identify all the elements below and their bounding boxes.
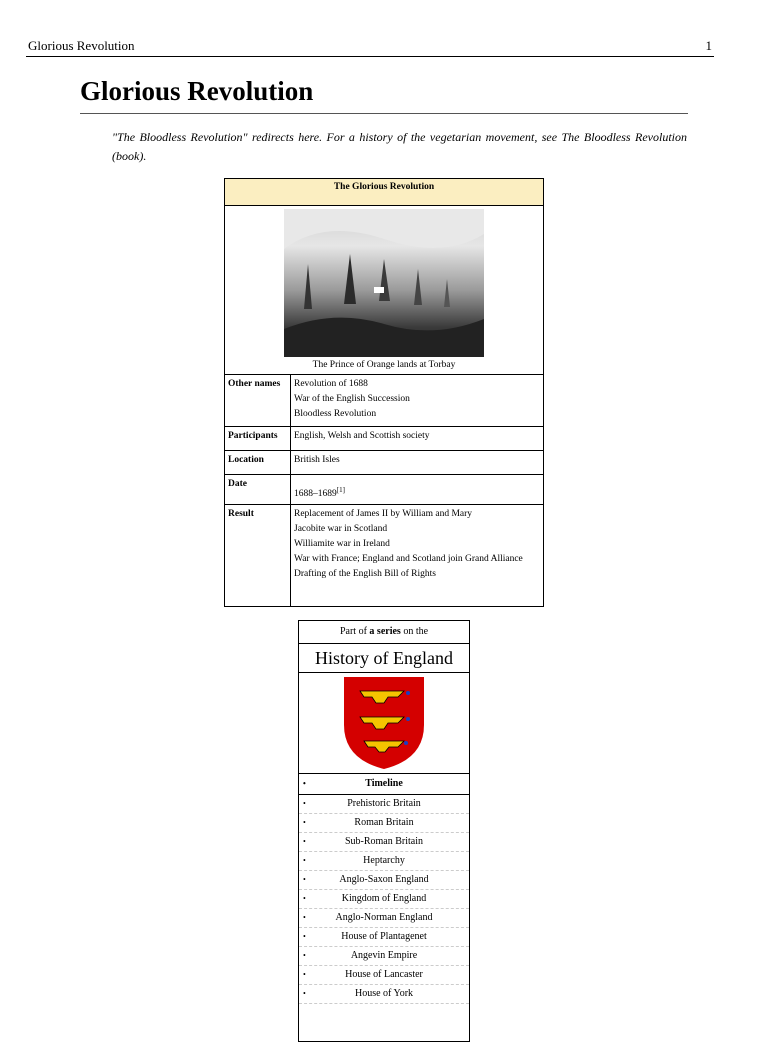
- other-names-label: Other names: [225, 375, 291, 427]
- on-the-text: on the: [403, 626, 429, 637]
- bullet-icon: •: [303, 875, 306, 884]
- result-item[interactable]: Drafting of the English Bill of Rights: [294, 569, 436, 580]
- result-item[interactable]: War with France; England and Scotland join Grand Alliance: [294, 554, 523, 565]
- timeline-link[interactable]: Anglo-Saxon England: [339, 874, 429, 885]
- hatnote: "The Bloodless Revolution" redirects here. For a history of the vegetarian movement, see The Bloodless Revolution (book).: [112, 130, 687, 163]
- running-header-title: Glorious Revolution: [28, 38, 135, 53]
- other-name-item[interactable]: Revolution of 1688: [294, 379, 368, 389]
- infobox-image-cell: [225, 206, 544, 375]
- infobox: [224, 178, 544, 607]
- timeline-link[interactable]: Roman Britain: [354, 817, 414, 828]
- list-item[interactable]: [299, 947, 469, 966]
- participants-value: English, Welsh and Scottish society: [291, 427, 544, 451]
- list-item[interactable]: [299, 985, 469, 1004]
- bullet-icon: •: [303, 856, 306, 865]
- list-item[interactable]: [299, 966, 469, 985]
- timeline-link[interactable]: Sub-Roman Britain: [344, 836, 424, 847]
- bullet-icon: •: [303, 989, 306, 998]
- list-item[interactable]: [299, 909, 469, 928]
- location-value[interactable]: British Isles: [291, 451, 544, 475]
- result-value: [291, 505, 544, 607]
- infobox-title: The Glorious Revolution: [225, 179, 544, 206]
- bullet-icon: •: [303, 932, 306, 941]
- bullet-icon: •: [303, 970, 306, 979]
- bullet-icon: •: [303, 894, 306, 903]
- bullet-icon: •: [303, 837, 306, 846]
- date-value-cell: [291, 475, 544, 505]
- infobox-image-caption: The Prince of Orange lands at Torbay: [312, 360, 456, 370]
- timeline-label: Timeline: [365, 778, 403, 789]
- other-name-item: Bloodless Revolution: [294, 409, 377, 419]
- article-title: Glorious Revolution: [80, 76, 688, 114]
- other-names-value: [291, 375, 544, 427]
- list-item[interactable]: [299, 833, 469, 852]
- location-label: Location: [225, 451, 291, 475]
- timeline-list: [299, 795, 469, 1004]
- timeline-link[interactable]: Anglo-Norman England: [335, 912, 433, 923]
- series-part-of: [299, 621, 469, 644]
- list-item[interactable]: [299, 928, 469, 947]
- timeline-link[interactable]: House of Lancaster: [345, 969, 423, 980]
- bullet-icon: •: [303, 799, 306, 808]
- page-number: 1: [705, 38, 712, 53]
- bullet-icon: •: [303, 779, 306, 788]
- history-series-navbox: [298, 620, 470, 1042]
- other-name-item: War of the English Succession: [294, 394, 410, 404]
- list-item[interactable]: [299, 795, 469, 814]
- timeline-link[interactable]: Kingdom of England: [341, 893, 427, 904]
- participants-label: Participants: [225, 427, 291, 451]
- timeline-link[interactable]: House of York: [354, 988, 414, 999]
- royal-arms-cell: [299, 673, 469, 774]
- part-of-text: Part of: [339, 626, 367, 637]
- bullet-icon: •: [303, 913, 306, 922]
- series-heading[interactable]: History of England: [299, 644, 469, 673]
- date-label: Date: [225, 475, 291, 505]
- list-item[interactable]: [299, 852, 469, 871]
- timeline-link[interactable]: Heptarchy: [363, 855, 405, 866]
- list-item[interactable]: [299, 814, 469, 833]
- date-value: 1688–1689: [294, 489, 337, 500]
- timeline-link[interactable]: Prehistoric Britain: [347, 798, 421, 809]
- result-item[interactable]: Jacobite war in Scotland: [294, 524, 388, 535]
- running-header: [26, 36, 714, 57]
- list-item[interactable]: [299, 871, 469, 890]
- torbay-landing-image[interactable]: [284, 209, 484, 357]
- bullet-icon: •: [303, 818, 306, 827]
- result-item[interactable]: Replacement of James II by William and Mary: [294, 509, 473, 520]
- result-label: Result: [225, 505, 291, 607]
- timeline-header: [299, 774, 469, 795]
- timeline-link[interactable]: House of Plantagenet: [341, 931, 427, 942]
- royal-arms-of-england-icon[interactable]: [342, 675, 426, 771]
- citation-link[interactable]: [1]: [336, 486, 345, 494]
- list-item[interactable]: [299, 890, 469, 909]
- result-item[interactable]: Williamite war in Ireland: [294, 539, 390, 550]
- timeline-link[interactable]: Angevin Empire: [350, 950, 418, 961]
- series-link[interactable]: a series: [369, 626, 401, 637]
- bullet-icon: •: [303, 951, 306, 960]
